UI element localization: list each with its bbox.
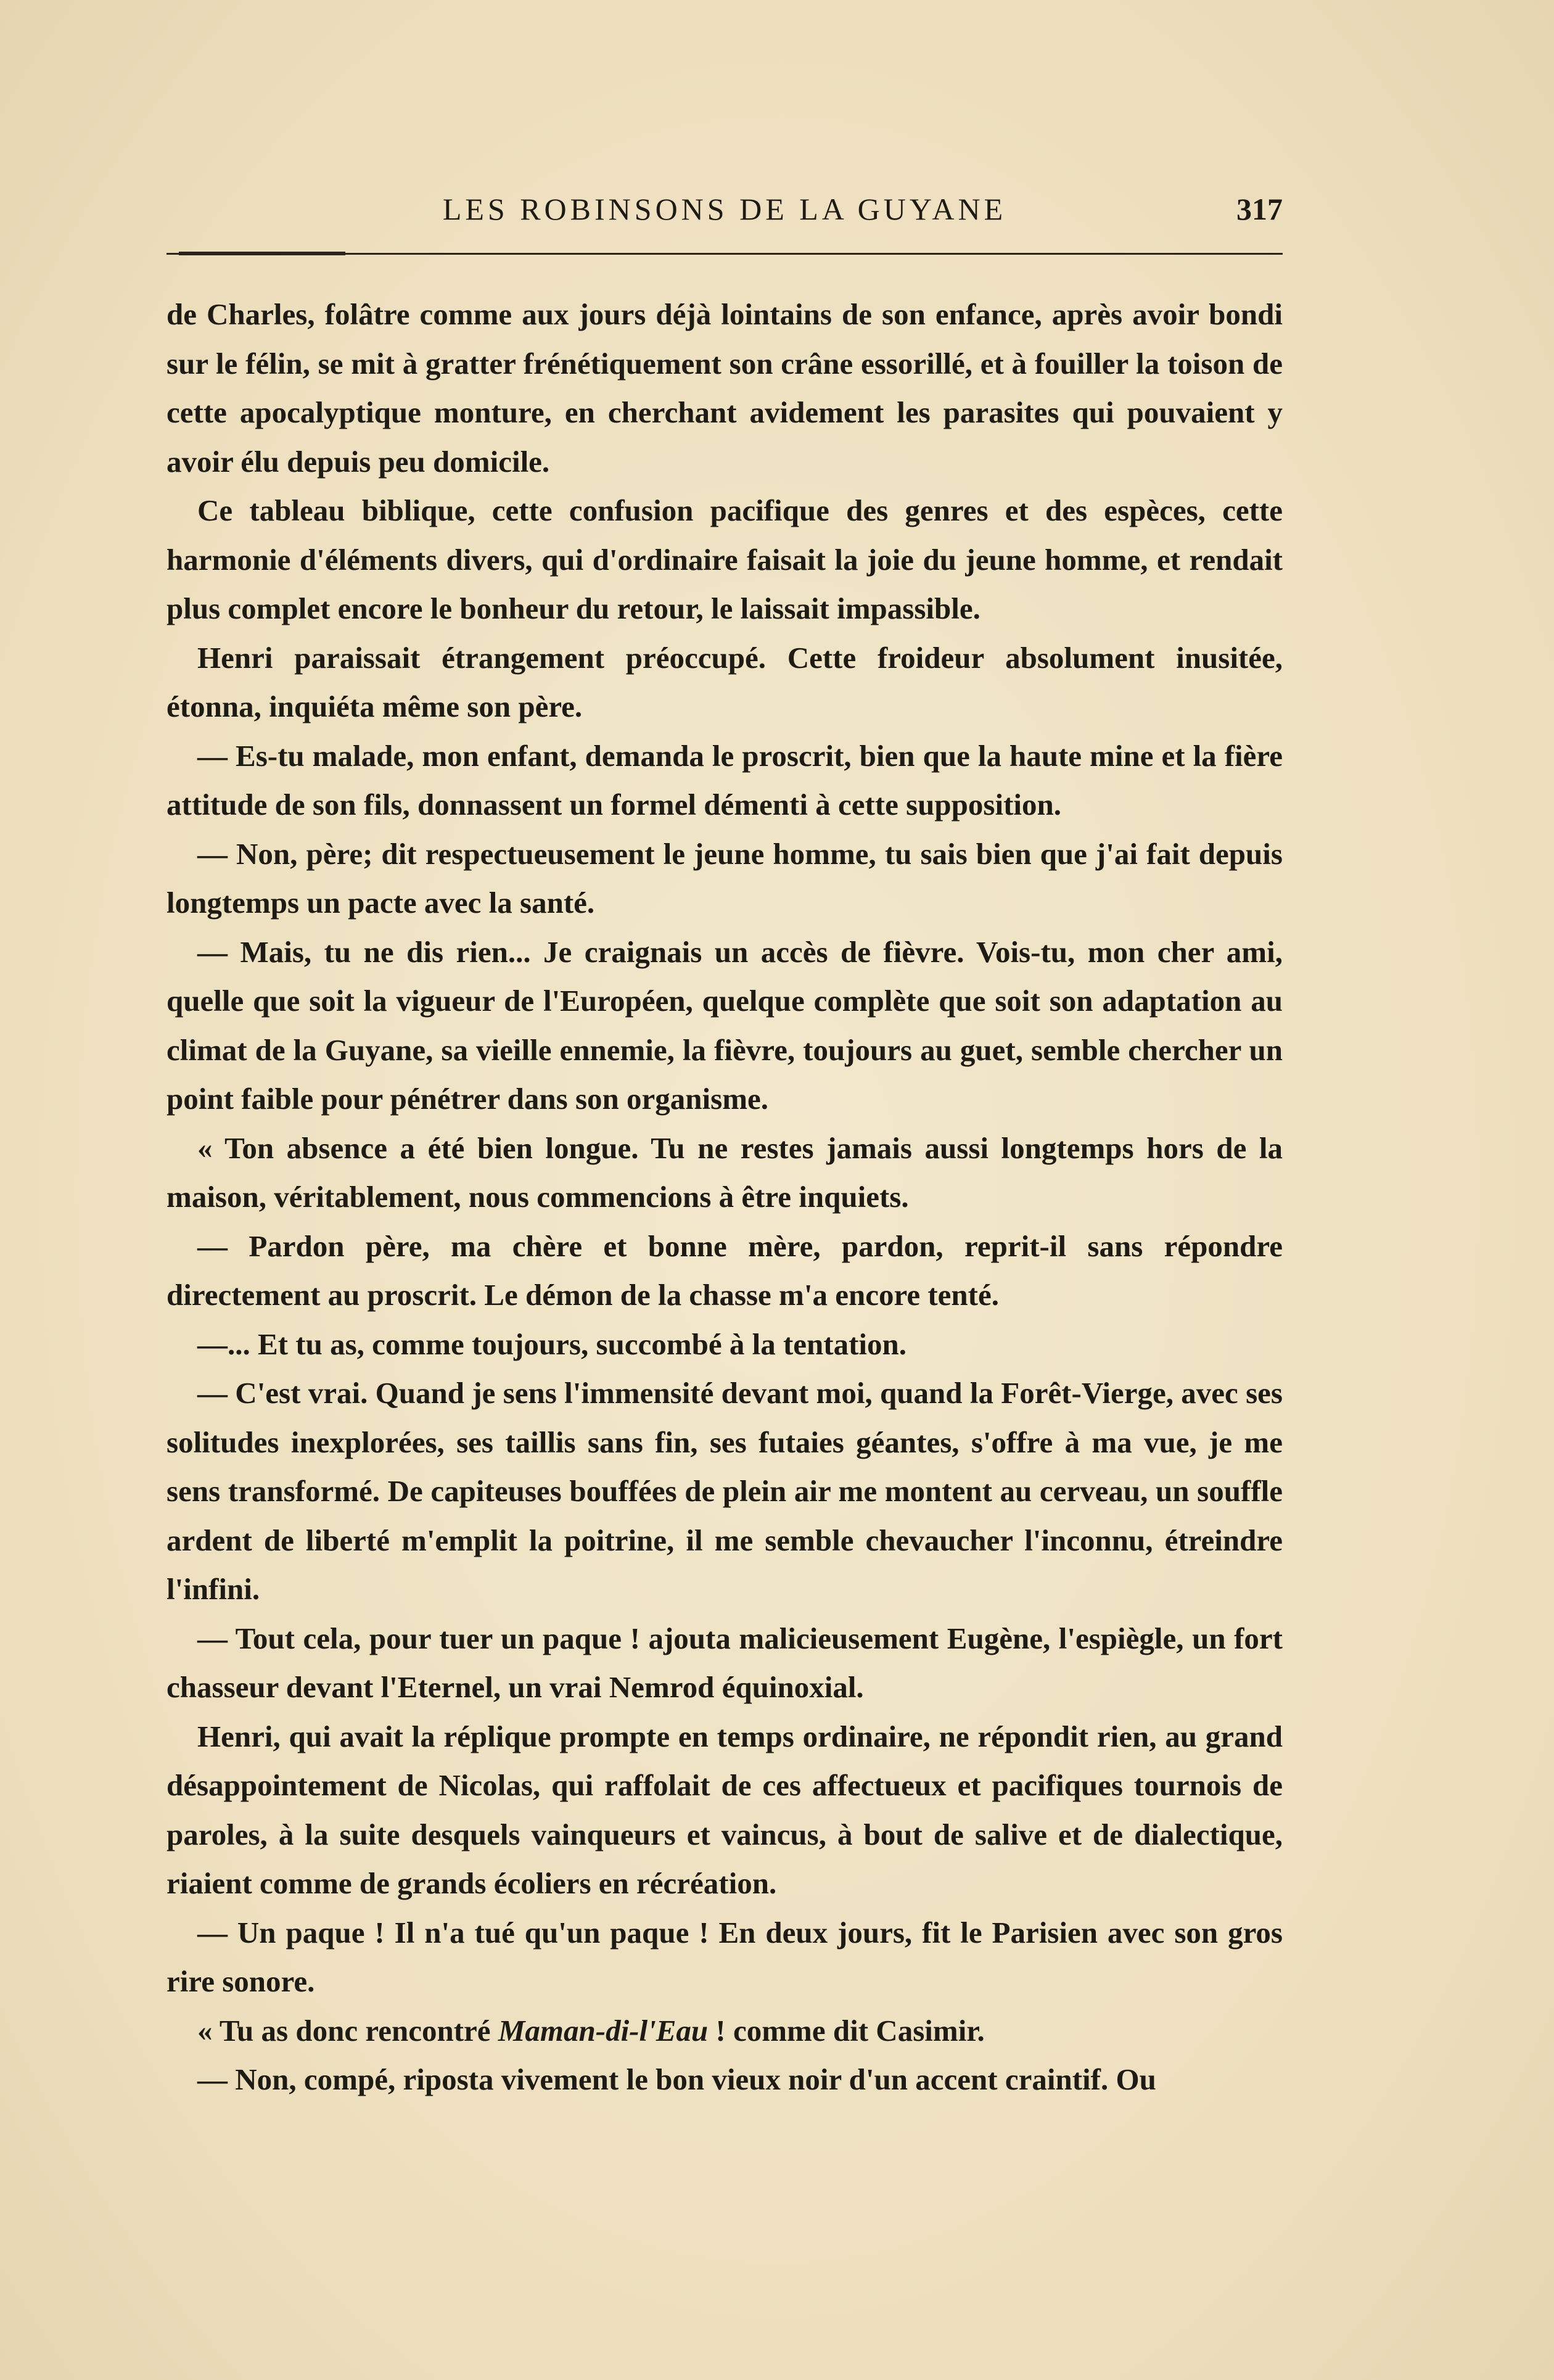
paragraph: — Un paque ! Il n'a tué qu'un paque ! En deux jours, fit le Parisien avec son gros rire sonore. bbox=[166, 1915, 1283, 1998]
paragraph: — Mais, tu ne dis rien... Je craignais un accès de fièvre. Vois-tu, mon cher ami, quelle que soit la vigueur de l'Européen, quelque complète que soit son adaptation au climat de la Guyane, sa vieille ennemie, la fièvre, toujours au guet, semble chercher un point faible pour pénétrer dans son organisme. bbox=[166, 934, 1283, 1116]
page bbox=[166, 179, 1283, 2096]
paragraph: Henri paraissait étrangement préoccupé. Cette froideur absolument inusitée, étonna, inquiéta même son père. bbox=[166, 640, 1283, 723]
italic-phrase: Maman-di-l'Eau bbox=[498, 2013, 709, 2048]
paragraph-tail: ! comme dit Casimir. bbox=[708, 2013, 985, 2048]
paragraph: — Non, compé, riposta vivement le bon vieux noir d'un accent craintif. Ou bbox=[197, 2062, 1156, 2096]
paragraph: — Tout cela, pour tuer un paque ! ajouta malicieusement Eugène, l'espiègle, un fort chasseur devant l'Eternel, un vrai Nemrod équinoxial. bbox=[166, 1621, 1283, 1704]
paragraph-with-italic bbox=[166, 2006, 1283, 2056]
page-number: 317 bbox=[1236, 192, 1283, 226]
running-title: LES ROBINSONS DE LA GUYANE bbox=[442, 192, 1007, 226]
paragraph-lead: « Tu as donc rencontré bbox=[197, 2013, 498, 2048]
paragraph: de Charles, folâtre comme aux jours déjà lointains de son enfance, après avoir bondi sur le félin, se mit à gratter frénétiquement son crâne essorillé, et à fouiller la toison de cette apocalyptique monture, en cherchant avidement les parasites qui pouvaient y avoir élu depuis peu domicile. bbox=[166, 297, 1283, 479]
page-header bbox=[166, 179, 1283, 241]
header-rule bbox=[166, 253, 1283, 255]
paragraph: — Non, père; dit respectueusement le jeune homme, tu sais bien que j'ai fait depuis longtemps un pacte avec la santé. bbox=[166, 836, 1283, 920]
body-text bbox=[166, 290, 1283, 2104]
paragraph: — Pardon père, ma chère et bonne mère, pardon, reprit-il sans répondre directement au proscrit. Le démon de la chasse m'a encore tenté. bbox=[166, 1229, 1283, 1312]
paragraph: Henri, qui avait la réplique prompte en temps ordinaire, ne répondit rien, au grand désappointement de Nicolas, qui raffolait de ces affectueux et pacifiques tournois de paroles, à la suite desquels vainqueurs et vaincus, à bout de salive et de dialectique, riaient comme de grands écoliers en récréation. bbox=[166, 1719, 1283, 1900]
paragraph: « Ton absence a été bien longue. Tu ne restes jamais aussi longtemps hors de la maison, véritablement, nous commencions à être inquiets. bbox=[166, 1130, 1283, 1214]
paragraph: —... Et tu as, comme toujours, succombé à la tentation. bbox=[197, 1327, 907, 1361]
paragraph: — C'est vrai. Quand je sens l'immensité devant moi, quand la Forêt-Vierge, avec ses solitudes inexplorées, ses taillis sans fin, ses futaies géantes, s'offre à ma vue, je me sens transformé. De capiteuses bouffées de plein air me montent au cerveau, un souffle ardent de liberté m'emplit la poitrine, il me semble chevaucher l'inconnu, étreindre l'infini. bbox=[166, 1376, 1283, 1606]
paragraph: Ce tableau biblique, cette confusion pacifique des genres et des espèces, cette harmonie d'éléments divers, qui d'ordinaire faisait la joie du jeune homme, et rendait plus complet encore le bonheur du retour, le laissait impassible. bbox=[166, 493, 1283, 625]
paragraph: — Es-tu malade, mon enfant, demanda le proscrit, bien que la haute mine et la fière attitude de son fils, donnassent un formel démenti à cette supposition. bbox=[166, 738, 1283, 821]
